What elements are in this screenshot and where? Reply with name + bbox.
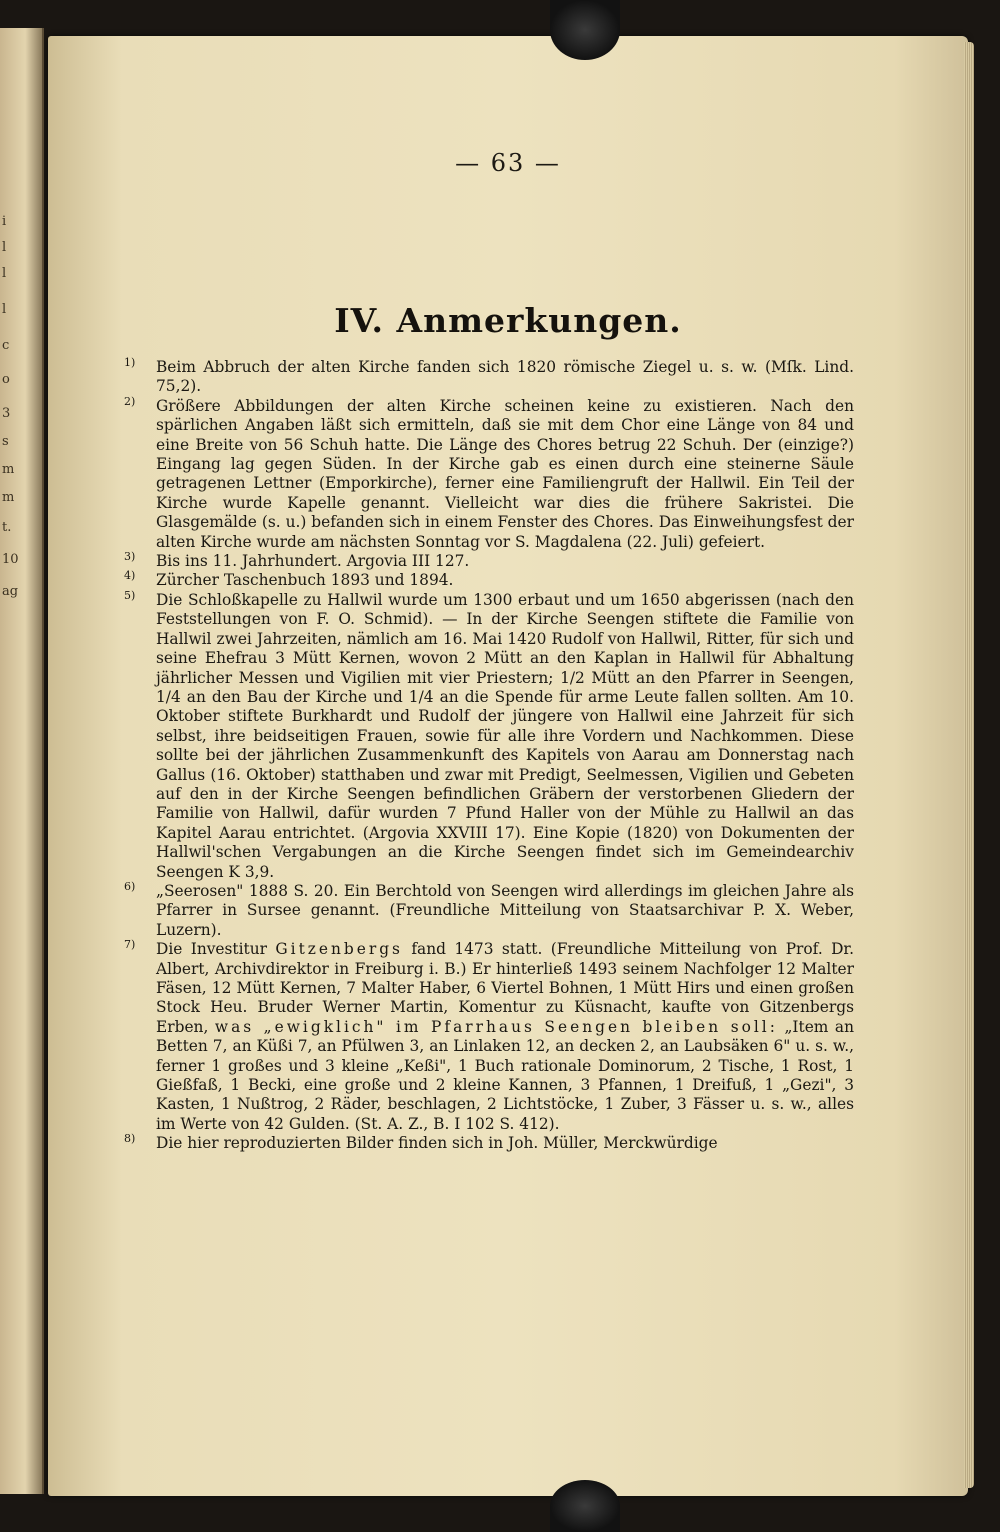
left-margin-char: l	[2, 240, 7, 255]
footnote-number: 7)	[124, 938, 136, 952]
footnote-7	[124, 940, 854, 1134]
footnote-number: 6)	[124, 879, 136, 893]
footnote-spaced-text: Gitzenbergs	[275, 940, 403, 959]
footnote-number: 1)	[124, 356, 136, 369]
footnote-1	[124, 358, 854, 397]
section-heading: IV. Anmerkungen.	[334, 301, 682, 340]
footnote-2	[124, 394, 854, 552]
footnote-8	[124, 1134, 854, 1153]
footnote-text: Beim Abbruch der alten Kirche fanden sich 1820 römische Ziegel u. s. w. (Mſk. Lind. 75,2).	[156, 358, 854, 396]
footnote-text: „Item an Betten 7, an Küßi 7, an Pfülwen 3, an Linlaken 12, an decken 2, an Laubsäken 6" u. s. w., ferner 1 großes und 3 kleine „Keßi", 1 Buch rationale Dominorum, 2 Tische, 1 Rost, 1 Gießfaß, 1 Becki, eine große und 2 kleine Kannen, 3 Pfannen, 1 Dreifuß, 1 „Gezi", 3 Kasten, 1 Nußtrog, 2 Räder, beschlagen, 2 Lichtstöcke, 1 Zuber, 3 Fässer u. s. w., alles im Werte von 42 Gulden. (St. A. Z., B. I 102 S. 412).	[156, 1017, 855, 1133]
left-margin-char: t.	[2, 520, 12, 535]
left-margin-char: o	[2, 372, 10, 387]
footnote-text: Zürcher Taschenbuch 1893 und 1894.	[156, 571, 454, 590]
left-margin-char: l	[2, 266, 7, 281]
footnote-text: Die Schloßkapelle zu Hallwil wurde um 1300 erbaut und um 1650 abgerissen (nach den Feststellungen von F. O. Schmid). — In der Kirche Seengen stiftete die Familie von Hallwil zwei Jahrzeiten, nämlich am 16. Mai 1420 Rudolf von Hallwil, Ritter, für sich und seine Ehefrau 3 Mütt Kernen, wovon 2 Mütt an den Kaplan in Hallwil für Abhaltung jährlicher Messen und Vigilien mit vier Priestern; 1/2 Mütt an den Pfarrer in Seengen, 1/4 an den Bau der Kirche und 1/4 an die Spende für arme Leute fallen sollten. Am 10. Oktober stiftete Burkhardt und Rudolf der jüngere von Hallwil eine Jahrzeit für sich selbst, ihre beidseitigen Frauen, sowie für alle ihre Vordern und Nachkommen. Diese sollte bei der jährlichen Zusammenkunft des Kapitels von Aarau am Donnerstag nach Gallus (16. Oktober) statthaben und zwar mit Predigt, Seelmessen, Vigilien und Gebeten auf den in der Kirche Seengen befindlichen Gräbern der verstorbenen Gliedern der Familie von Hallwil, dafür wurden 7 Pfund Haller von der Mühle zu Hallwil an das Kapitel Aarau entrichtet. (Argovia XXVIII 17). Eine Kopie (1820) von Dokumenten der Hallwil'schen Vergabungen an die Kirche Seengen findet sich im Gemeindearchiv Seengen K 3,9.	[156, 590, 854, 881]
footnote-text: Größere Abbildungen der alten Kirche scheinen keine zu existieren. Nach den spärlichen Angaben läßt sich ermitteln, daß sie mit dem Chor eine Länge von 84 und eine Breite von 56 Schuh hatte. Die Länge des Chores betrug 22 Schuh. Der (einzige?) Eingang lag gegen Süden. In der Kirche gab es einen durch eine steinerne Säule getragenen Lettner (Emporkirche), ferner eine Familiengruft der Hallwil. Ein Teil der Kirche wurde Kapelle genannt. Vielleicht war dies die frühere Sakristei. Die Glasgemälde (s. u.) befanden sich in einem Fenster des Chores. Das Einweihungsfest der alten Kirche wurde am nächsten Sonntag vor S. Magdalena (22. Juli) gefeiert.	[156, 396, 854, 551]
left-margin-char: l	[2, 302, 7, 317]
footnote-text: Die hier reproduzierten Bilder finden sich in Joh. Müller, Merckwürdige	[156, 1134, 718, 1153]
footnote-number: 4)	[124, 569, 136, 583]
footnote-text: Die Investitur	[156, 940, 276, 959]
left-margin-char: m	[2, 462, 15, 477]
footnote-6	[124, 879, 854, 940]
footnote-4	[124, 571, 854, 590]
footnote-number: 5)	[124, 588, 136, 602]
left-margin-char: ag	[2, 584, 19, 599]
binder-clip-top	[550, 0, 620, 60]
footnote-number: 8)	[124, 1132, 136, 1146]
left-margin-char: c	[2, 338, 10, 353]
left-page-edge	[0, 28, 44, 1494]
page-number: — 63 —	[455, 149, 561, 177]
footnote-text: „Seerosen" 1888 S. 20. Ein Berchtold von Seengen wird allerdings im gleichen Jahre als Pfarrer in Sursee genannt. (Freundliche Mitteilung von Staatsarchivar P. X. Weber, Luzern).	[156, 881, 854, 939]
footnote-number: 3)	[124, 550, 136, 564]
left-margin-char: m	[2, 490, 15, 505]
left-margin-char: s	[2, 434, 9, 449]
footnote-spaced-text: was „ewigklich" im Pfarrhaus Seengen bleiben soll:	[214, 1017, 778, 1036]
footnote-text: Bis ins 11. Jahrhundert. Argovia III 127.	[156, 552, 470, 571]
footnote-5	[124, 588, 854, 882]
footnote-text: fand 1473 statt. (Freundliche Mitteilung von Prof. Dr. Albert, Archivdirektor in Freiburg i. B.) Er hinterließ 1493 seinem Nachfolger 12 Malter Fäsen, 12 Mütt Kernen, 7 Malter Haber, 6 Viertel Bohnen, 1 Mütt Hirs und einen großen Stock Heu. Bruder Werner Martin, Komentur zu Küsnacht, kaufte von Gitzenbergs Erben,	[156, 940, 854, 1036]
book-page	[48, 36, 968, 1496]
binder-clip-bottom	[550, 1480, 620, 1532]
footnote-3	[124, 552, 854, 571]
page-stack-edge	[964, 42, 974, 1488]
left-margin-char: 10	[2, 552, 19, 567]
footnote-number: 2)	[124, 394, 136, 408]
footnotes-list	[124, 358, 854, 1154]
left-margin-char: i	[2, 214, 7, 229]
left-margin-char: 3	[2, 406, 11, 421]
